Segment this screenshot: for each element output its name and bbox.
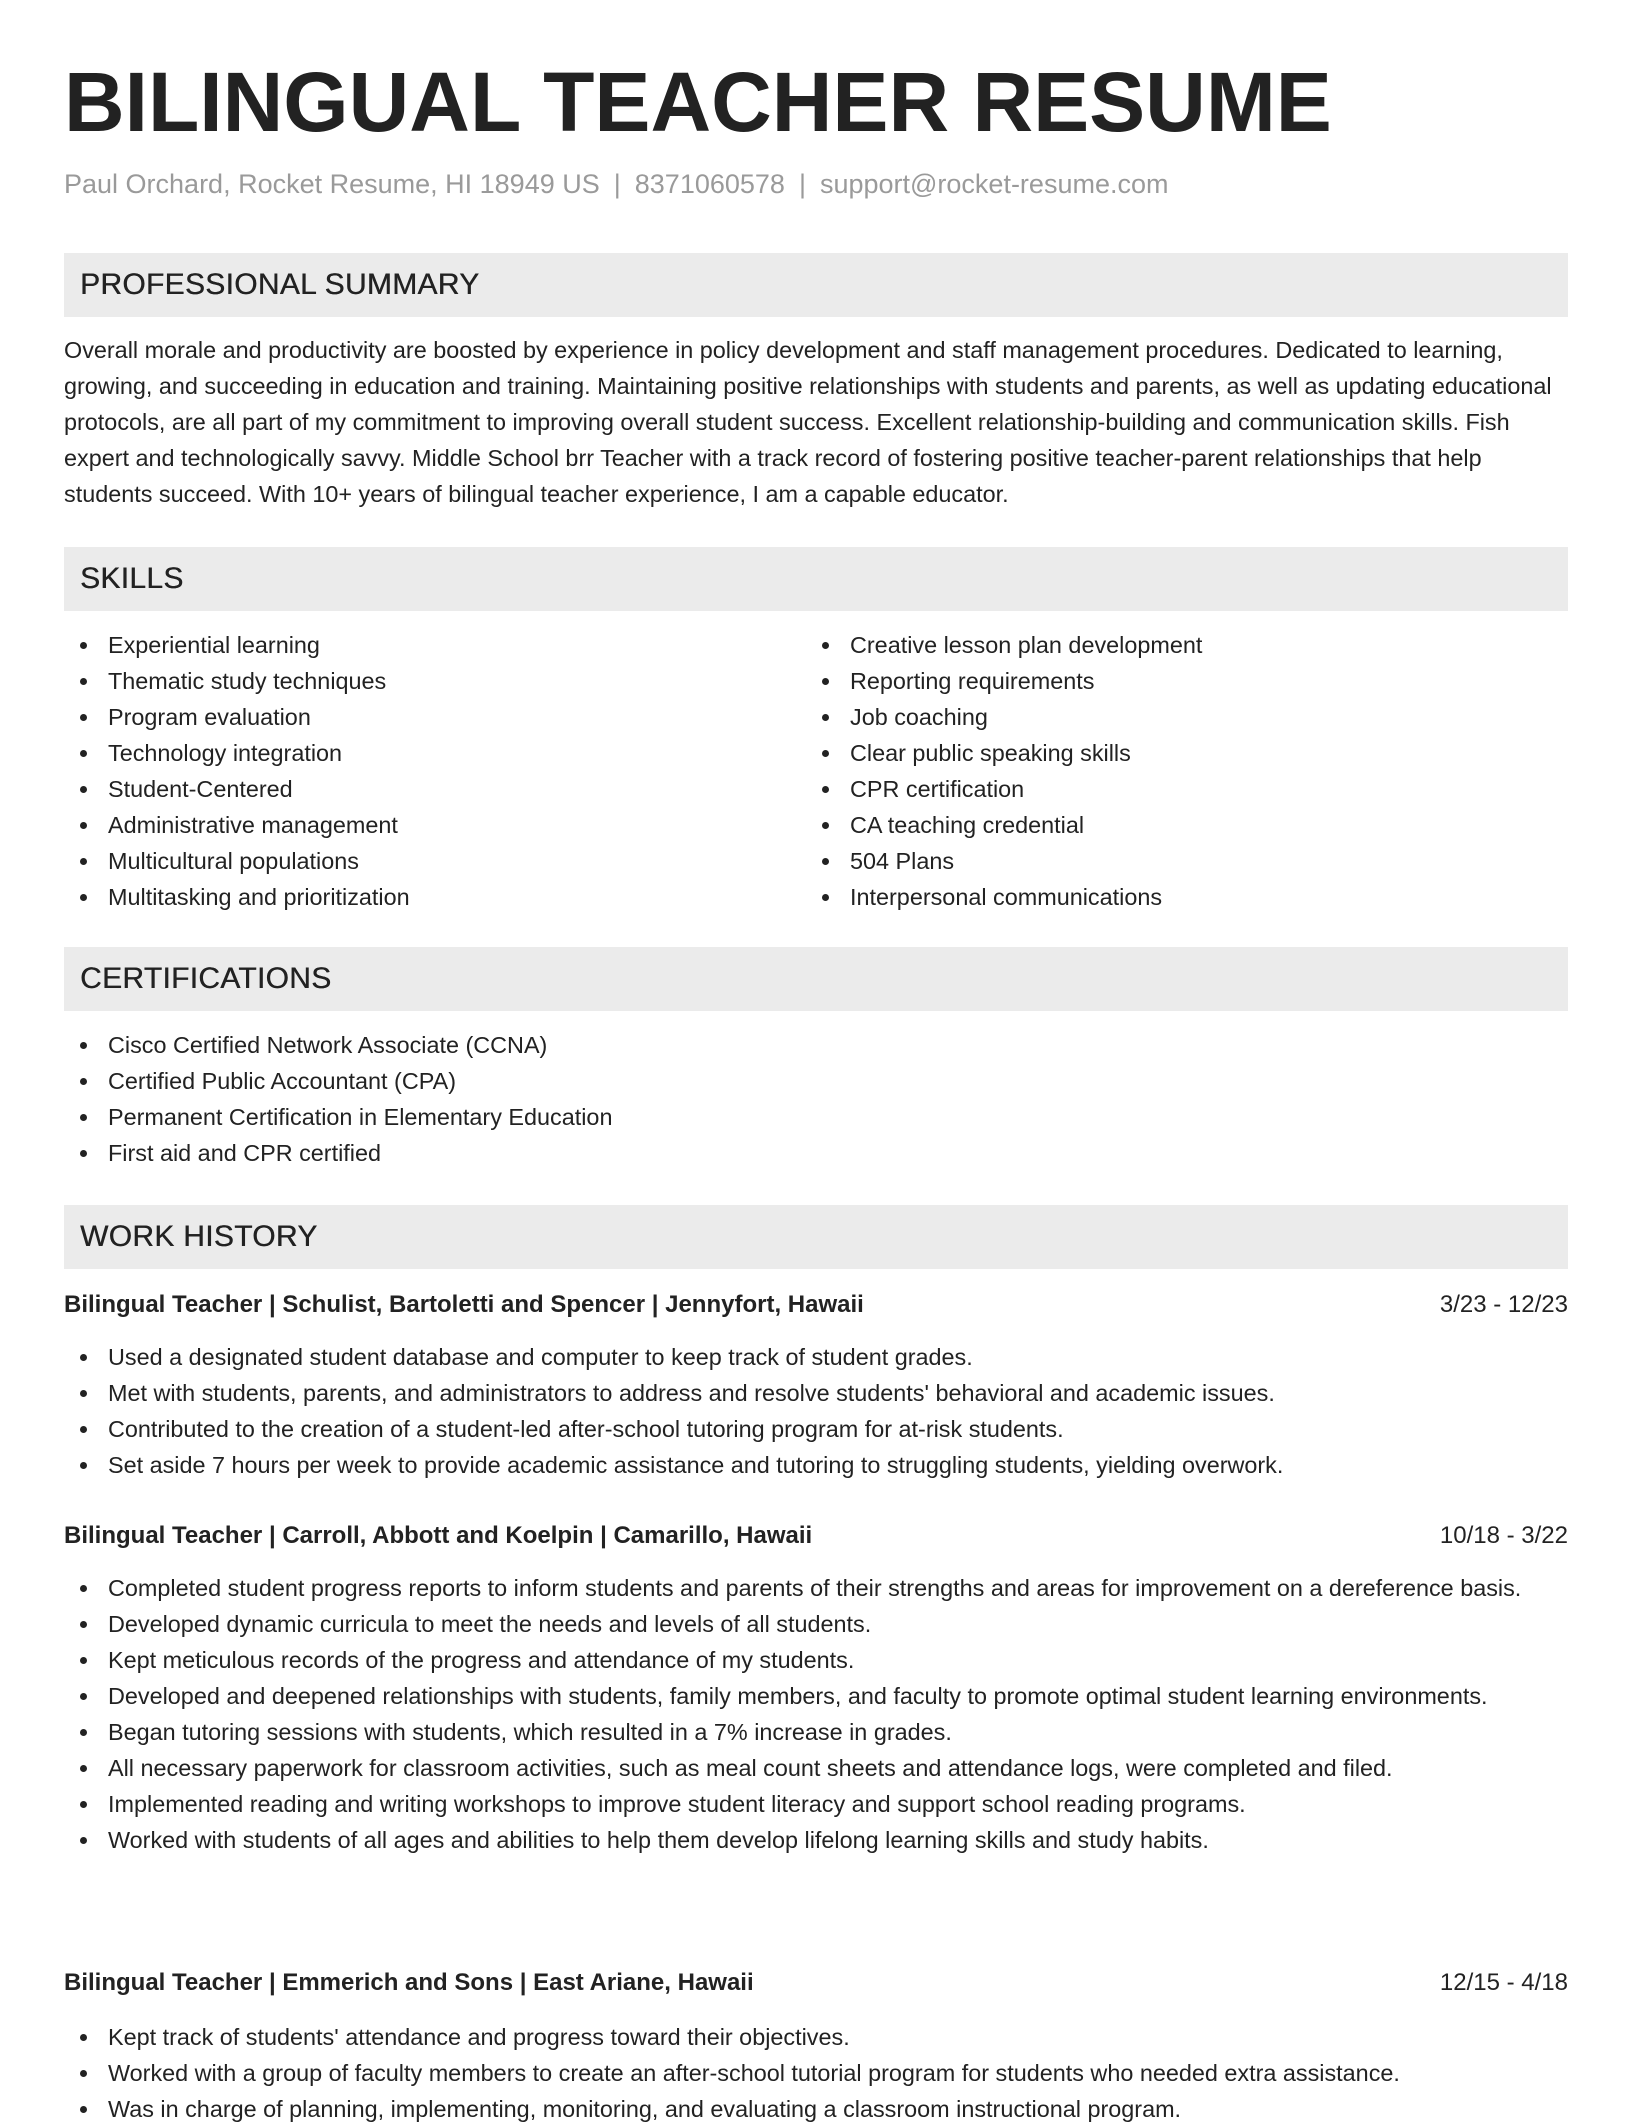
certification-item: First aid and CPR certified <box>64 1135 1568 1171</box>
job-duty-item: Worked with students of all ages and abilities to help them develop lifelong learning skills and study habits. <box>64 1822 1568 1858</box>
skill-item: Technology integration <box>64 735 804 771</box>
job-duty-item: Kept track of students' attendance and progress toward their objectives. <box>64 2019 1568 2055</box>
contact-line <box>64 166 1168 202</box>
skills-column-left <box>64 627 804 915</box>
job-header <box>64 1965 1568 2001</box>
skill-item: Multitasking and prioritization <box>64 879 804 915</box>
contact-separator: | <box>613 169 621 199</box>
skill-item: Clear public speaking skills <box>806 735 1546 771</box>
skill-item: Job coaching <box>806 699 1546 735</box>
section-header-work-history <box>64 1205 1568 1269</box>
job-duty-item: Set aside 7 hours per week to provide academic assistance and tutoring to struggling students, yielding overwork. <box>64 1447 1568 1483</box>
certification-item: Certified Public Accountant (CPA) <box>64 1063 1568 1099</box>
skill-item: Administrative management <box>64 807 804 843</box>
job-duties <box>64 1570 1568 1858</box>
job-title: Bilingual Teacher | Emmerich and Sons | East Ariane, Hawaii <box>64 1969 754 1996</box>
job-duties <box>64 2019 1568 2127</box>
skill-item: Multicultural populations <box>64 843 804 879</box>
job-duty-item: Implemented reading and writing workshops to improve student literacy and support school reading programs. <box>64 1786 1568 1822</box>
job-duties-list <box>64 1570 1568 1858</box>
job-dates: 10/18 - 3/22 <box>1439 1522 1568 1549</box>
resume-title: BILINGUAL TEACHER RESUME <box>64 55 1332 149</box>
skills-list-left <box>64 627 804 915</box>
skill-item: CA teaching credential <box>806 807 1546 843</box>
section-header-summary <box>64 253 1568 317</box>
job-title: Bilingual Teacher | Carroll, Abbott and Koelpin | Camarillo, Hawaii <box>64 1522 813 1549</box>
job-duty-item: Met with students, parents, and administrators to address and resolve students' behavioral and academic issues. <box>64 1375 1568 1411</box>
skill-item: 504 Plans <box>806 843 1546 879</box>
contact-separator: | <box>798 169 806 199</box>
contact-phone: 8371060578 <box>634 169 785 199</box>
contact-address: Paul Orchard, Rocket Resume, HI 18949 US <box>64 169 600 199</box>
section-header-skills <box>64 547 1568 611</box>
section-title-skills: SKILLS <box>80 562 184 595</box>
skill-item: Creative lesson plan development <box>806 627 1546 663</box>
job-duty-item: Completed student progress reports to inform students and parents of their strengths and areas for improvement on a dereference basis. <box>64 1570 1568 1606</box>
job-duty-item: Developed dynamic curricula to meet the needs and levels of all students. <box>64 1606 1568 1642</box>
certification-item: Permanent Certification in Elementary Education <box>64 1099 1568 1135</box>
job-duty-item: Contributed to the creation of a student-led after-school tutoring program for at-risk students. <box>64 1411 1568 1447</box>
skill-item: CPR certification <box>806 771 1546 807</box>
section-title-summary: PROFESSIONAL SUMMARY <box>80 268 480 301</box>
job-header <box>64 1518 1568 1554</box>
job-duty-item: Developed and deepened relationships with students, family members, and faculty to promote optimal student learning environments. <box>64 1678 1568 1714</box>
skill-item: Thematic study techniques <box>64 663 804 699</box>
skills-column-right <box>806 627 1546 915</box>
job-header <box>64 1287 1568 1323</box>
job-duty-item: All necessary paperwork for classroom activities, such as meal count sheets and attendance logs, were completed and filed. <box>64 1750 1568 1786</box>
section-header-certifications <box>64 947 1568 1011</box>
contact-email: support@rocket-resume.com <box>819 169 1169 199</box>
skill-item: Interpersonal communications <box>806 879 1546 915</box>
skill-item: Reporting requirements <box>806 663 1546 699</box>
section-title-certifications: CERTIFICATIONS <box>80 962 332 995</box>
job-duty-item: Worked with a group of faculty members to create an after-school tutorial program for students who needed extra assistance. <box>64 2055 1568 2091</box>
job-duty-item: Used a designated student database and computer to keep track of student grades. <box>64 1339 1568 1375</box>
job-duty-item: Was in charge of planning, implementing, monitoring, and evaluating a classroom instructional program. <box>64 2091 1568 2127</box>
job-duty-item: Kept meticulous records of the progress and attendance of my students. <box>64 1642 1568 1678</box>
skill-item: Student-Centered <box>64 771 804 807</box>
section-title-work-history: WORK HISTORY <box>80 1220 318 1253</box>
summary-text: Overall morale and productivity are boosted by experience in policy development and staff management procedures. Dedicated to learning, growing, and succeeding in education and training. Maintaining positive relationships with students and parents, as well as updating educational protocols, are all part of my commitment to improving overall student success. Excellent relationship-building and communication skills. Fish expert and technologically savvy. Middle School brr Teacher with a track record of fostering positive teacher-parent relationships that help students succeed. With 10+ years of bilingual teacher experience, I am a capable educator. <box>64 337 1552 507</box>
job-duty-item: Began tutoring sessions with students, which resulted in a 7% increase in grades. <box>64 1714 1568 1750</box>
job-title: Bilingual Teacher | Schulist, Bartoletti and Spencer | Jennyfort, Hawaii <box>64 1291 864 1318</box>
job-dates: 12/15 - 4/18 <box>1439 1969 1568 1996</box>
job-duties-list <box>64 1339 1568 1483</box>
job-dates: 3/23 - 12/23 <box>1439 1291 1568 1318</box>
certification-item: Cisco Certified Network Associate (CCNA) <box>64 1027 1568 1063</box>
skill-item: Experiential learning <box>64 627 804 663</box>
certifications-block <box>64 1027 1568 1171</box>
job-duties-list <box>64 2019 1568 2127</box>
skill-item: Program evaluation <box>64 699 804 735</box>
job-duties <box>64 1339 1568 1483</box>
certifications-list <box>64 1027 1568 1171</box>
skills-list-right <box>806 627 1546 915</box>
